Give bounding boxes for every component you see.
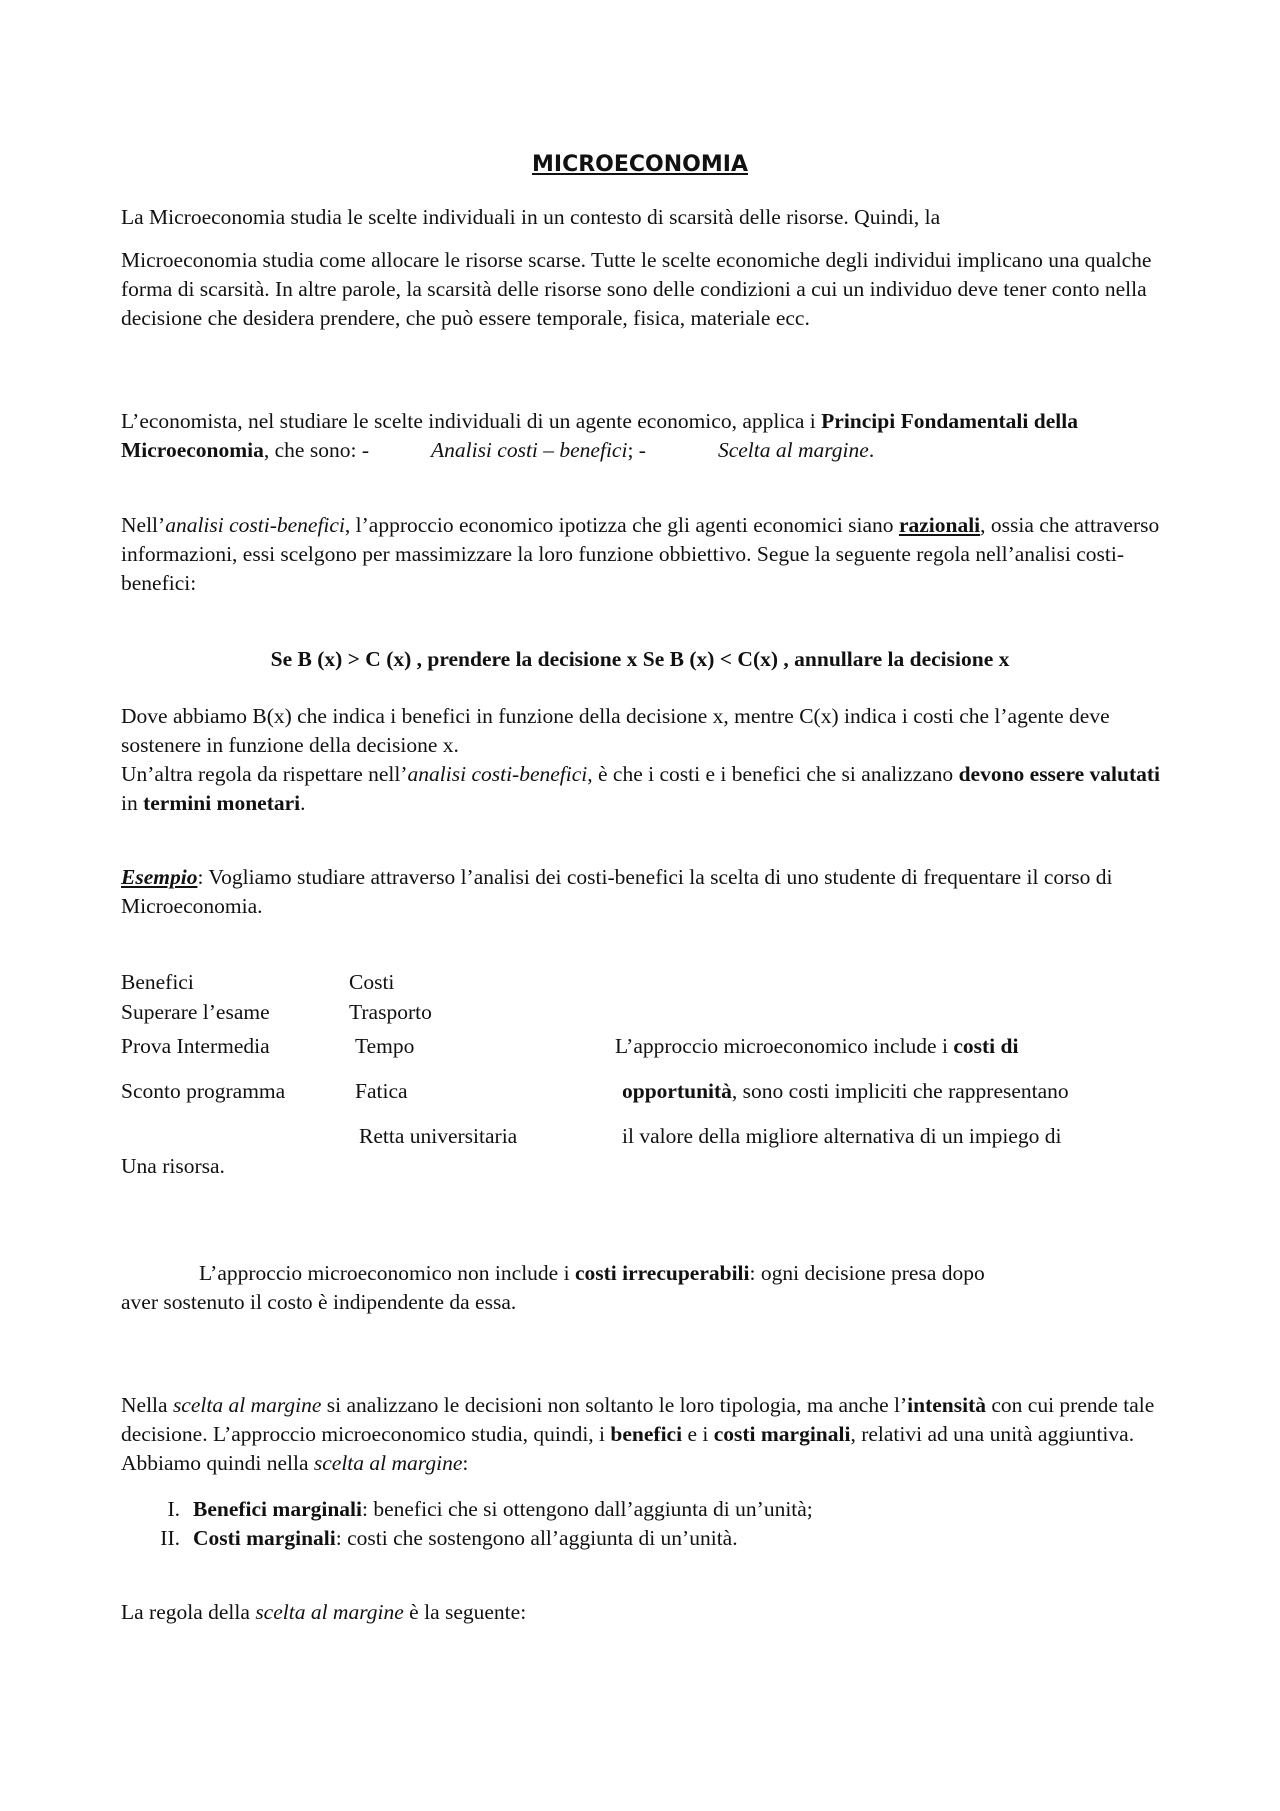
esempio-paragraph: Esempio: Vogliamo studiare attraverso l’analisi dei costi-benefici la scelta di uno studente di frequentare il corso di Microeconomia.	[121, 865, 1113, 918]
beneficio-item: Sconto programma	[121, 1079, 286, 1103]
opportunita-note: il valore della migliore alternativa di un impiego di	[622, 1124, 1062, 1148]
regola-line: La regola della scelta al margine è la seguente:	[121, 1600, 527, 1624]
esempio-label: Esempio	[121, 865, 198, 889]
costo-item: Trasporto	[349, 1000, 432, 1024]
irrecuperabili-line: aver sostenuto il costo è indipendente da essa.	[121, 1290, 517, 1314]
list-item: II. Costi marginali: costi che sostengono all’aggiunta di un’unità.	[160, 1526, 738, 1550]
analisi-paragraph: Nell’analisi costi-benefici, l’approccio economico ipotizza che gli agenti economici siano razionali, ossia che attraverso informazioni, essi scelgono per massimizzare la loro funzione obbiettivo. Segue la seguente regola nell’analisi costi-benefici:	[121, 513, 1160, 595]
intro-line: La Microeconomia studia le scelte individuali in un contesto di scarsità delle risorse. Quindi, la	[121, 205, 941, 229]
costi-header: Costi	[349, 970, 395, 994]
costo-item: Fatica	[355, 1079, 408, 1103]
list-item: I. Benefici marginali: benefici che si ottengono dall’aggiunta di un’unità;	[167, 1497, 813, 1521]
principi-paragraph: L’economista, nel studiare le scelte individuali di un agente economico, applica i Principi Fondamentali della Microeconomia, che sono: - Analisi costi – benefici; - Scelta al margine.	[121, 409, 1078, 462]
principio-analisi: Analisi costi – benefici	[430, 438, 628, 462]
opportunita-note: opportunità, sono costi impliciti che rappresentano	[622, 1079, 1069, 1103]
costo-item: Tempo	[355, 1034, 415, 1058]
irrecuperabili-line: L’approccio microeconomico non include i costi irrecuperabili: ogni decisione presa dopo	[199, 1261, 985, 1285]
beneficio-item: Superare l’esame	[121, 1000, 270, 1024]
dove-paragraph: Dove abbiamo B(x) che indica i benefici in funzione della decisione x, mentre C(x) indica i costi che l’agente deve sostenere in funzione della decisione x. Un’altra regola da rispettare nell’analisi costi-benefici, è che i costi e i benefici che si analizzano devono essere valutati in termini monetari.	[121, 704, 1161, 815]
benefici-header: Benefici	[121, 970, 194, 994]
beneficio-item: Prova Intermedia	[121, 1034, 270, 1058]
page-title: MICROECONOMIA	[532, 152, 748, 177]
decision-rule: Se B (x) > C (x) , prendere la decisione x Se B (x) < C(x) , annullare la decisione x	[270, 647, 1010, 671]
intro-paragraph: Microeconomia studia come allocare le risorse scarse. Tutte le scelte economiche degli individui implicano una qualche forma di scarsità. In altre parole, la scarsità delle risorse sono delle condizioni a cui un individuo deve tener conto nella decisione che desidera prendere, che può essere temporale, fisica, materiale ecc.	[121, 248, 1152, 330]
principio-margine: Scelta al margine	[717, 438, 869, 462]
razionali-term: razionali	[898, 513, 981, 537]
costo-item: Retta universitaria	[359, 1124, 518, 1148]
opportunita-note: Una risorsa.	[121, 1154, 225, 1178]
principi-bold: Principi Fondamentali della Microeconomia	[121, 409, 1078, 462]
opportunita-note: L’approccio microeconomico include i costi di	[615, 1034, 1019, 1058]
margine-paragraph: Nella scelta al margine si analizzano le decisioni non soltanto le loro tipologia, ma anche l’intensità con cui prende tale decisione. L’approccio microeconomico studia, quindi, i benefici e i costi marginali, relativi ad una unità aggiuntiva. Abbiamo quindi nella scelta al margine:	[121, 1393, 1155, 1475]
